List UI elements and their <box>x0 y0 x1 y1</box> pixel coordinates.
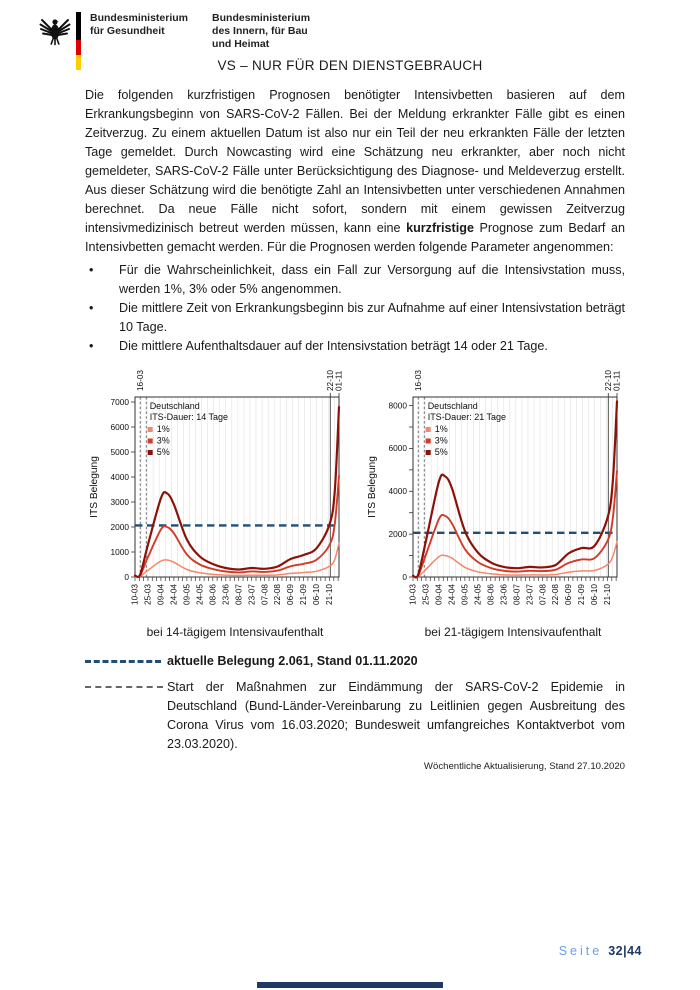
svg-text:5%: 5% <box>434 447 448 457</box>
intro-paragraph <box>85 86 625 257</box>
chart-caption: bei 14-tägigem Intensivaufenthalt <box>146 625 324 639</box>
figure-legend <box>85 652 625 772</box>
ministry2-line3: und Heimat <box>212 38 270 50</box>
svg-text:24-04: 24-04 <box>169 584 179 605</box>
ministry2-line1: Bundesministerium <box>212 12 311 24</box>
svg-text:08-06: 08-06 <box>486 584 496 605</box>
bullet-marker: • <box>89 339 94 353</box>
svg-text:25-03: 25-03 <box>421 584 431 605</box>
svg-text:08-07: 08-07 <box>234 584 244 605</box>
svg-text:24-05: 24-05 <box>473 584 483 605</box>
svg-text:ITS-Dauer: 21 Tage: ITS-Dauer: 21 Tage <box>427 412 507 422</box>
svg-text:01-11: 01-11 <box>612 370 622 391</box>
bullet-marker: • <box>89 263 94 277</box>
svg-text:2000: 2000 <box>110 521 129 532</box>
svg-text:6000: 6000 <box>110 421 129 432</box>
bullet-text: Die mittlere Aufenthaltsdauer auf der Intensivstation beträgt 14 oder 21 Tage. <box>119 339 548 353</box>
intro-text-part1: Die folgenden kurzfristigen Prognosen benötigter Intensivbetten basieren auf dem Erkrankungsbeginn von SARS-CoV-2 Fällen. Bei der Meldung erkrankter Fälle gibt es einen Zeitverzug. Zu einem aktuellen Datum ist also nur ein Teil der neu erkrankten Fälle der letzten Tage gemeldet. Durch Nowcasting wird eine Schätzung neu erkrankter, aber noch nicht gemeldeter, SARS-CoV-2 Fälle unter Berücksichtigung des Diagnose- und Meldeverzug erstellt. Aus dieser Schätzung wird die benötigte Zahl an Intensivbetten unter verschiedenen Annahmen berechnet. Da neue Fälle nicht sofort, sondern mit einem gewissen Zeitverzug intensivmedizinisch betreut werden müssen, kann eine <box>85 88 625 235</box>
svg-text:01-11: 01-11 <box>334 370 344 391</box>
svg-text:21-10: 21-10 <box>325 584 335 605</box>
legend-row-measures <box>85 678 625 754</box>
page-label: Seite <box>558 944 603 958</box>
legend-occupancy-text: aktuelle Belegung 2.061, Stand 01.11.2020 <box>167 654 418 668</box>
svg-text:08-06: 08-06 <box>208 584 218 605</box>
list-item <box>85 337 625 356</box>
svg-text:4000: 4000 <box>110 471 129 482</box>
svg-text:3%: 3% <box>156 435 170 446</box>
ministry2-line2: des Innern, für Bau <box>212 25 308 37</box>
svg-text:09-05: 09-05 <box>460 584 470 605</box>
svg-text:22-10: 22-10 <box>325 370 335 391</box>
chart-caption: bei 21-tägigem Intensivaufenthalt <box>424 625 602 639</box>
bullet-text: Für die Wahrscheinlichkeit, dass ein Fall zur Versorgung auf die Intensivstation muss, werden 1%, 3% oder 5% angenommen. <box>119 263 625 296</box>
chart-canvas-14-tage <box>87 367 345 625</box>
page-footer <box>559 944 642 958</box>
svg-text:06-10: 06-10 <box>590 584 600 605</box>
svg-text:ITS Belegung: ITS Belegung <box>367 456 378 518</box>
page-number: 32|44 <box>608 944 642 958</box>
svg-text:5%: 5% <box>156 447 170 457</box>
ministry-health-logo-text <box>90 12 188 38</box>
legend-measures-text: Start der Maßnahmen zur Eindämmung der SARS-CoV-2 Epidemie in Deutschland (Bund-Länder-Vereinbarung zu Leitlinien gegen Ausbreitung des Corona Virus vom 16.03.2020; Bundesweit umfangreiches Kontaktverbot vom 23.03.2020). <box>167 680 625 751</box>
svg-text:23-06: 23-06 <box>499 584 509 605</box>
svg-text:3%: 3% <box>434 435 448 446</box>
svg-text:07-08: 07-08 <box>538 584 548 605</box>
svg-text:23-07: 23-07 <box>247 584 257 605</box>
svg-text:22-10: 22-10 <box>603 370 613 391</box>
bullet-list <box>85 261 625 356</box>
svg-text:06-10: 06-10 <box>312 584 322 605</box>
svg-text:07-08: 07-08 <box>260 584 270 605</box>
federal-eagle-icon <box>38 14 72 46</box>
svg-text:21-09: 21-09 <box>577 584 587 605</box>
document-body <box>85 86 625 772</box>
svg-text:2000: 2000 <box>388 528 407 539</box>
svg-text:1%: 1% <box>156 424 170 434</box>
list-item <box>85 299 625 337</box>
svg-text:0: 0 <box>124 571 129 582</box>
chart-its-14-tage <box>87 367 345 639</box>
intro-text-bold: kurzfristige <box>406 221 474 235</box>
svg-text:7000: 7000 <box>110 396 129 407</box>
svg-text:21-09: 21-09 <box>299 584 309 605</box>
svg-text:06-09: 06-09 <box>286 584 296 605</box>
svg-text:1000: 1000 <box>110 546 129 557</box>
svg-text:24-05: 24-05 <box>195 584 205 605</box>
svg-text:23-06: 23-06 <box>221 584 231 605</box>
svg-text:8000: 8000 <box>388 400 407 411</box>
svg-text:06-09: 06-09 <box>564 584 574 605</box>
svg-text:3000: 3000 <box>110 496 129 507</box>
update-note: Wöchentliche Aktualisierung, Stand 27.10.2020 <box>423 761 625 772</box>
svg-text:22-08: 22-08 <box>551 584 561 605</box>
charts-row <box>85 367 625 639</box>
list-item <box>85 261 625 299</box>
svg-text:1%: 1% <box>434 424 448 434</box>
footer-bar <box>257 982 443 988</box>
blue-dashed-line-swatch <box>85 660 161 663</box>
svg-text:08-07: 08-07 <box>512 584 522 605</box>
svg-text:22-08: 22-08 <box>273 584 283 605</box>
svg-text:25-03: 25-03 <box>143 584 153 605</box>
svg-text:24-04: 24-04 <box>447 584 457 605</box>
svg-text:16-03: 16-03 <box>413 370 423 391</box>
ministry1-line2: für Gesundheit <box>90 25 165 37</box>
svg-text:09-04: 09-04 <box>156 584 166 605</box>
ministry1-line1: Bundesministerium <box>90 12 189 24</box>
svg-text:21-10: 21-10 <box>603 584 613 605</box>
svg-text:5000: 5000 <box>110 446 129 457</box>
svg-text:Deutschland: Deutschland <box>427 401 478 411</box>
svg-text:09-04: 09-04 <box>434 584 444 605</box>
svg-text:09-05: 09-05 <box>182 584 192 605</box>
svg-text:0: 0 <box>402 571 407 582</box>
chart-its-21-tage <box>365 367 623 639</box>
svg-text:ITS Belegung: ITS Belegung <box>89 456 100 518</box>
intro-text-part2: Prognose zum Bedarf an Intensivbetten gemacht werden. Für die Prognosen werden folgende Parameter angenommen: <box>85 221 625 254</box>
svg-text:6000: 6000 <box>388 443 407 454</box>
bullet-marker: • <box>89 301 94 315</box>
svg-text:ITS-Dauer: 14 Tage: ITS-Dauer: 14 Tage <box>149 412 229 422</box>
gray-dashed-line-swatch <box>85 686 163 688</box>
chart-canvas-21-tage <box>365 367 623 625</box>
bullet-text: Die mittlere Zeit von Erkrankungsbeginn bis zur Aufnahme auf einer Intensivstation beträgt 10 Tage. <box>119 301 625 334</box>
svg-text:16-03: 16-03 <box>135 370 145 391</box>
svg-text:10-03: 10-03 <box>130 584 140 605</box>
svg-text:4000: 4000 <box>388 486 407 497</box>
svg-text:Deutschland: Deutschland <box>149 401 200 411</box>
legend-row-occupancy <box>85 652 625 671</box>
classification-title: VS – NUR FÜR DEN DIENSTGEBRAUCH <box>217 58 483 73</box>
ministry-interior-logo-text <box>212 12 310 51</box>
svg-text:10-03: 10-03 <box>408 584 418 605</box>
svg-text:23-07: 23-07 <box>525 584 535 605</box>
